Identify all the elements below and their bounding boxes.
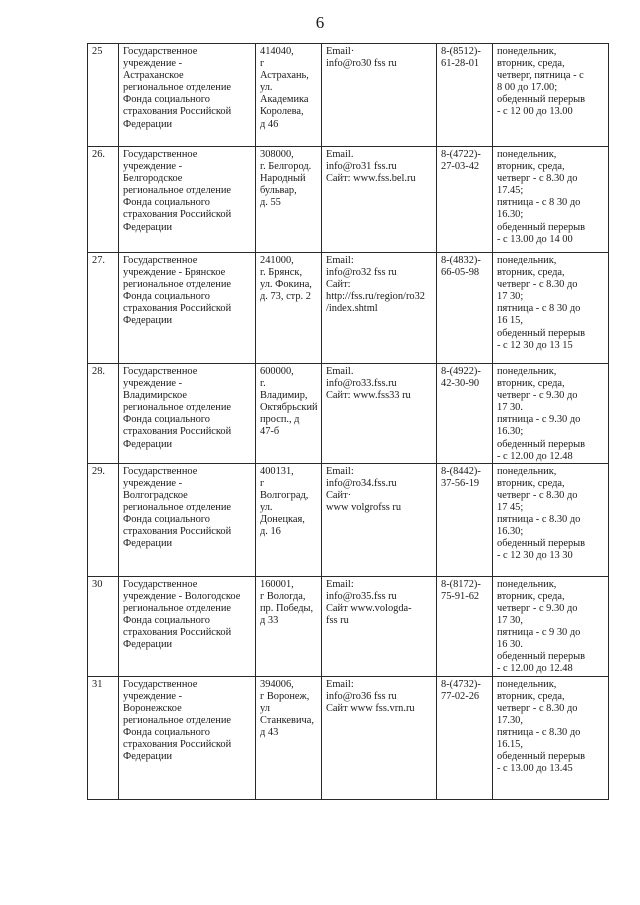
- contacts-cell: Email: info@ro32 fss ru Сайт: http://fss.ru/region/ro32 /index.shtml: [322, 253, 437, 364]
- organization-name-cell: Государственное учреждение - Брянское региональное отделение Фонда социального страхования Российской Федерации: [119, 253, 256, 364]
- organization-name-cell: Государственное учреждение - Белгородское региональное отделение Фонда социального страхования Российской Федерации: [119, 147, 256, 253]
- working-hours-cell: понедельник, вторник, среда, четверг - с 8.30 до 17.30, пятница - с 8.30 до 16.15, обеденный перерыв - с 13.00 до 13.45: [493, 676, 609, 799]
- table-row: [88, 364, 609, 464]
- phone-cell: 8-(8442)- 37-56-19: [437, 463, 493, 576]
- contacts-cell: Email: info@ro35.fss ru Сайт www.vologda- fss ru: [322, 576, 437, 676]
- contacts-cell: Email. info@ro31 fss.ru Сайт: www.fss.bel.ru: [322, 147, 437, 253]
- address-cell: 160001, г Вологда, пр. Победы, д 33: [256, 576, 322, 676]
- table-row: [88, 463, 609, 576]
- address-cell: 400131, г Волгоград, ул. Донецкая, д. 16: [256, 463, 322, 576]
- phone-cell: 8-(4832)- 66-05-98: [437, 253, 493, 364]
- table-row: [88, 147, 609, 253]
- address-cell: 308000, г. Белгород. Народный бульвар, д. 55: [256, 147, 322, 253]
- contacts-cell: Email: info@ro34.fss.ru Сайт· www volgrofss ru: [322, 463, 437, 576]
- branch-offices-table: [87, 43, 609, 800]
- row-number-cell: 26.: [88, 147, 119, 253]
- working-hours-cell: понедельник, вторник, среда, четверг - с 8.30 до 17.45; пятница - с 8 30 до 16.30; обеденный перерыв - с 13.00 до 14 00: [493, 147, 609, 253]
- table-row: [88, 253, 609, 364]
- working-hours-cell: понедельник, вторник, среда, четверг - с 9.30 до 17 30. пятница - с 9.30 до 16.30; обеденный перерыв - с 12.00 до 12.48: [493, 364, 609, 464]
- address-cell: 414040, г Астрахань, ул. Академика Королева, д 46: [256, 44, 322, 147]
- phone-cell: 8-(4732)- 77-02-26: [437, 676, 493, 799]
- phone-cell: 8-(8172)- 75-91-62: [437, 576, 493, 676]
- organization-name-cell: Государственное учреждение - Волгоградское региональное отделение Фонда социального страхования Российской Федерации: [119, 463, 256, 576]
- table-row: [88, 576, 609, 676]
- row-number-cell: 31: [88, 676, 119, 799]
- table-row: [88, 676, 609, 799]
- organization-name-cell: Государственное учреждение - Владимирское региональное отделение Фонда социального страхования Российской Федерации: [119, 364, 256, 464]
- contacts-cell: Email· info@ro30 fss ru: [322, 44, 437, 147]
- working-hours-cell: понедельник, вторник, среда, четверг - с 8.30 до 17 30; пятница - с 8 30 до 16 15, обеденный перерыв - с 12 30 до 13 15: [493, 253, 609, 364]
- table-row: [88, 44, 609, 147]
- contacts-cell: Email. info@ro33.fss.ru Сайт: www.fss33 ru: [322, 364, 437, 464]
- phone-cell: 8-(8512)- 61-28-01: [437, 44, 493, 147]
- row-number-cell: 28.: [88, 364, 119, 464]
- row-number-cell: 29.: [88, 463, 119, 576]
- row-number-cell: 30: [88, 576, 119, 676]
- row-number-cell: 27.: [88, 253, 119, 364]
- row-number-cell: 25: [88, 44, 119, 147]
- page-number: 6: [315, 13, 325, 32]
- phone-cell: 8-(4922)- 42-30-90: [437, 364, 493, 464]
- address-cell: 394006, г Воронеж, ул Станкевича, д 43: [256, 676, 322, 799]
- organization-name-cell: Государственное учреждение - Астраханское региональное отделение Фонда социального страхования Российской Федерации: [119, 44, 256, 147]
- phone-cell: 8-(4722)- 27-03-42: [437, 147, 493, 253]
- address-cell: 600000, г. Владимир, Октябрьский просп., д 47-б: [256, 364, 322, 464]
- organization-name-cell: Государственное учреждение - Вологодское региональное отделение Фонда социального страхования Российской Федерации: [119, 576, 256, 676]
- address-cell: 241000, г. Брянск, ул. Фокина, д. 73, стр. 2: [256, 253, 322, 364]
- working-hours-cell: понедельник, вторник, среда, четверг, пятница - с 8 00 до 17.00; обеденный перерыв - с 12 00 до 13.00: [493, 44, 609, 147]
- working-hours-cell: понедельник, вторник, среда, четверг - с 9.30 до 17 30, пятница - с 9 30 до 16 30. обеденный перерыв - с 12.00 до 12.48: [493, 576, 609, 676]
- working-hours-cell: понедельник, вторник, среда, четверг - с 8.30 до 17 45; пятница - с 8.30 до 16.30; обеденный перерыв - с 12 30 до 13 30: [493, 463, 609, 576]
- contacts-cell: Email: info@ro36 fss ru Сайт www fss.vrn.ru: [322, 676, 437, 799]
- organization-name-cell: Государственное учреждение - Воронежское региональное отделение Фонда социального страхования Российской Федерации: [119, 676, 256, 799]
